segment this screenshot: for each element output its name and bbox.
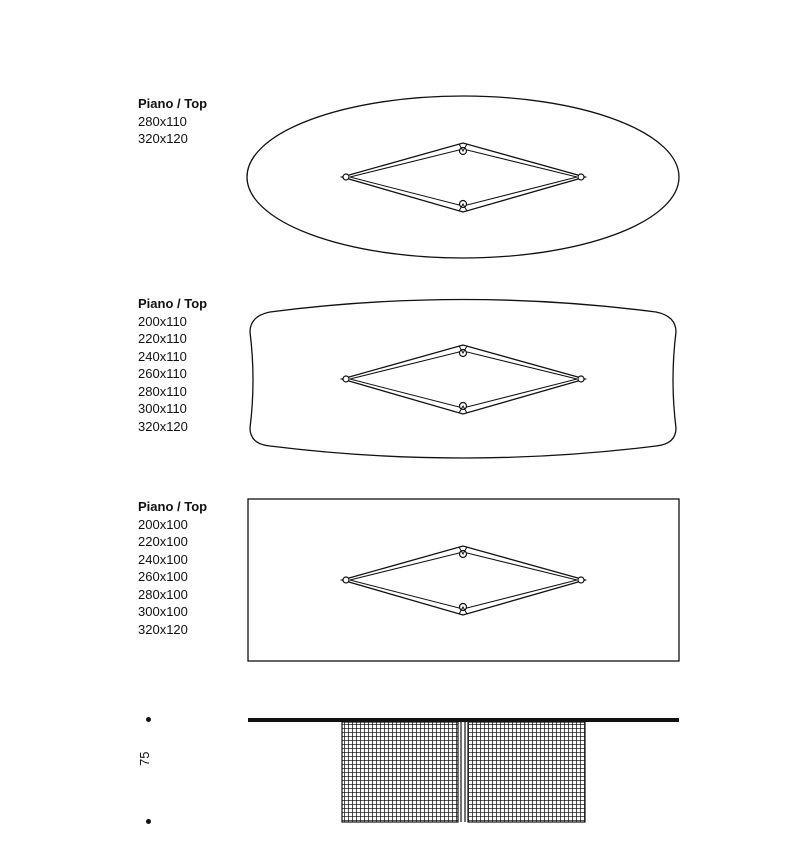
rectangle-top-plan: [248, 499, 679, 661]
size-label: 260x110: [138, 366, 187, 381]
soft-rectangle-top-plan: [250, 300, 676, 459]
table-front-elevation: [248, 718, 679, 822]
size-label: 240x100: [138, 551, 188, 567]
oval-top-outline: [247, 96, 679, 258]
tabletop-section: [248, 718, 679, 722]
size-label: 280x110: [138, 383, 187, 399]
size-label: 300x110: [138, 401, 187, 416]
size-label: 300x100: [138, 604, 188, 619]
oval-top-title: Piano / Top: [138, 96, 208, 111]
size-label: 320x120: [138, 621, 188, 637]
diamond-base-plan: [342, 546, 585, 615]
size-label: 200x100: [138, 516, 188, 532]
right-mesh-leg: [468, 722, 585, 822]
size-label: 200x110: [138, 313, 187, 329]
size-label: 260x100: [138, 569, 188, 584]
size-label: 320x120: [138, 131, 188, 146]
height-label: 75: [137, 751, 152, 766]
size-label: 220x100: [138, 534, 188, 549]
size-label: 240x110: [138, 348, 187, 364]
oval-top-plan: [247, 96, 679, 258]
size-label: 280x100: [138, 586, 188, 602]
left-mesh-leg: [342, 722, 458, 822]
soft-rectangle-top-title: Piano / Top: [138, 296, 208, 311]
diamond-base-plan: [342, 345, 585, 414]
rectangle-top-title: Piano / Top: [138, 499, 208, 514]
soft-rectangle-top-outline: [250, 300, 676, 459]
size-label: 320x120: [138, 418, 188, 434]
rectangle-top-outline: [248, 499, 679, 661]
size-label: 280x110: [138, 113, 187, 129]
size-label: 220x110: [138, 331, 187, 346]
diamond-base-plan: [342, 143, 585, 212]
